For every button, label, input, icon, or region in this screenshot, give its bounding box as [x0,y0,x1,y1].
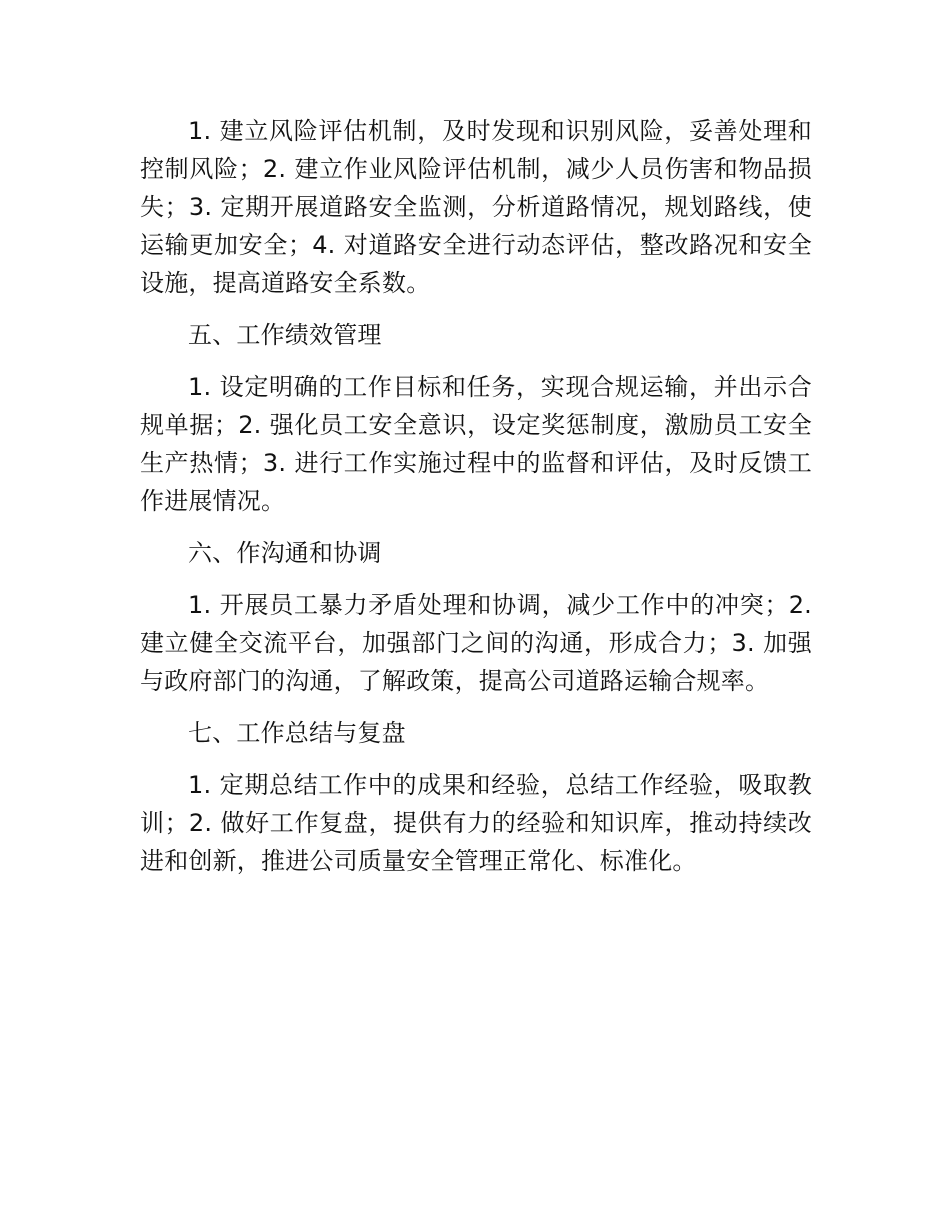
section-heading-communication: 六、作沟通和协调 [188,539,382,567]
paragraph-risk-assessment: 1. 建立风险评估机制，及时发现和识别风险，妥善处理和控制风险；2. 建立作业风险评估机制，减少人员伤害和物品损失；3. 定期开展道路安全监测，分析道路情况，规划路线，使运输更加安全；4. 对道路安全进行动态评估，整改路况和安全设施，提高道路安全系数。 [140,117,812,297]
document-page [140,112,812,894]
section-heading-summary: 七、工作总结与复盘 [188,719,406,747]
paragraph-communication: 1. 开展员工暴力矛盾处理和协调，减少工作中的冲突；2. 建立健全交流平台，加强部门之间的沟通，形成合力；3. 加强与政府部门的沟通，了解政策，提高公司道路运输合规率。 [140,591,812,695]
paragraph-summary: 1. 定期总结工作中的成果和经验，总结工作经验，吸取教训；2. 做好工作复盘，提供有力的经验和知识库，推动持续改进和创新，推进公司质量安全管理正常化、标准化。 [140,771,812,875]
section-heading-performance: 五、工作绩效管理 [188,321,382,349]
paragraph-performance: 1. 设定明确的工作目标和任务，实现合规运输，并出示合规单据；2. 强化员工安全意识，设定奖惩制度，激励员工安全生产热情；3. 进行工作实施过程中的监督和评估，及时反馈工作进展情况。 [140,373,812,515]
